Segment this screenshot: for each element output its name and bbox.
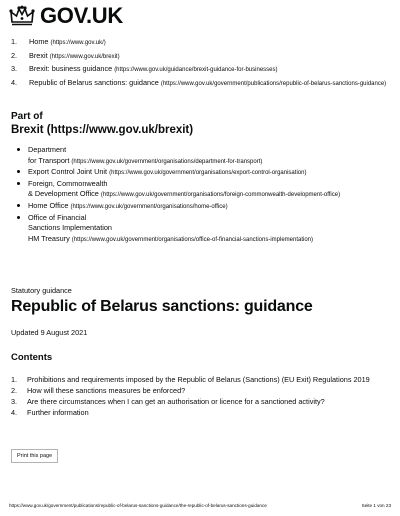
contents-item	[11, 396, 391, 407]
breadcrumb-link[interactable]: Republic of Belarus sanctions: guidance	[29, 77, 159, 87]
crown-icon	[9, 5, 35, 27]
organisation-item	[13, 167, 393, 179]
contents-number: 2.	[11, 386, 18, 395]
breadcrumb-url: (https://www.gov.uk/guidance/brexit-guidance-for-businesses)	[114, 67, 278, 73]
breadcrumb-link[interactable]: Brexit: business guidance	[29, 64, 113, 73]
document-type: Statutory guidance	[11, 286, 72, 295]
footer-url: https://www.gov.uk/government/publications/republic-of-belarus-sanctions-guidance/the-republic-of-belarus-sanctions-guidance	[9, 503, 267, 508]
contents-number: 4.	[11, 408, 18, 417]
organisation-url: (https://www.gov.uk/government/organisations/office-of-financial-sanctions-implementation)	[71, 236, 314, 243]
organisation-item	[13, 201, 393, 213]
organisation-url: (https://www.gov.uk/government/organisations/export-control-organisation)	[109, 170, 307, 177]
updated-date: Updated 9 August 2021	[11, 328, 88, 337]
organisation-item	[13, 179, 393, 201]
contents-link[interactable]: Prohibitions and requirements imposed by the Republic of Belarus (Sanctions) (EU Exit) Regulations 2019	[27, 375, 370, 384]
organisation-list	[13, 145, 393, 245]
organisation-link[interactable]: Home Office	[28, 200, 69, 210]
organisation-link[interactable]: Export Control Joint Unit	[28, 167, 108, 177]
organisation-entry	[28, 145, 393, 167]
organisation-link[interactable]: HM Treasury	[28, 233, 70, 243]
print-button[interactable]: Print this page	[11, 449, 58, 463]
part-of-link[interactable]: Brexit (https://www.gov.uk/brexit)	[11, 124, 194, 136]
breadcrumb-item	[11, 77, 391, 91]
organisation-item	[13, 145, 393, 167]
organisation-name-line[interactable]: Sanctions Implementation	[28, 223, 112, 233]
part-of-section	[11, 111, 193, 137]
contents-link[interactable]: Further information	[27, 408, 89, 417]
breadcrumb-number: 1.	[11, 37, 18, 46]
breadcrumb-entry	[29, 77, 391, 91]
breadcrumb-url: (https://www.gov.uk/government/publications/republic-of-belarus-sanctions-guidance)	[160, 80, 387, 87]
organisation-link-line	[28, 234, 393, 246]
breadcrumb	[11, 36, 391, 90]
contents-number: 1.	[11, 375, 18, 384]
footer-page-number: Seite 1 von 23	[361, 503, 391, 508]
bullet-icon	[13, 213, 28, 246]
breadcrumb-url: (https://www.gov.uk/brexit)	[49, 53, 120, 60]
breadcrumb-item	[11, 36, 391, 50]
contents-heading: Contents	[11, 352, 53, 363]
organisation-link-line	[28, 167, 393, 179]
contents-link[interactable]: How will these sanctions measures be enforced?	[27, 386, 186, 395]
part-of-label: Part of	[11, 111, 43, 122]
organisation-item	[13, 213, 393, 246]
breadcrumb-entry	[29, 36, 391, 50]
page-footer	[9, 503, 391, 509]
organisation-link[interactable]: & Development Office	[28, 189, 99, 199]
bullet-icon	[13, 179, 28, 201]
govuk-logo-text[interactable]: GOV.UK	[40, 3, 123, 28]
bullet-icon	[13, 201, 28, 213]
contents-item	[11, 407, 391, 418]
organisation-entry	[28, 213, 393, 246]
breadcrumb-link[interactable]: Brexit	[29, 50, 48, 60]
breadcrumb-url: (https://www.gov.uk/)	[50, 40, 106, 46]
breadcrumb-item	[11, 63, 391, 77]
contents-link[interactable]: Are there circumstances when I can get an authorisation or licence for a sanctioned activity?	[27, 397, 325, 406]
contents-item	[11, 374, 391, 385]
organisation-link[interactable]: for Transport	[28, 155, 70, 165]
organisation-link-line	[28, 201, 393, 213]
bullet-icon	[13, 145, 28, 167]
breadcrumb-item	[11, 50, 391, 64]
organisation-url: (https://www.gov.uk/government/organisations/foreign-commonwealth-development-office)	[100, 192, 341, 199]
site-header	[9, 4, 123, 28]
breadcrumb-number: 3.	[11, 64, 18, 73]
organisation-entry	[28, 167, 393, 179]
organisation-link-line	[28, 189, 393, 201]
contents-item	[11, 385, 391, 396]
organisation-name-line[interactable]: Office of Financial	[28, 212, 87, 222]
breadcrumb-number: 4.	[11, 77, 18, 87]
organisation-name-line[interactable]: Department	[28, 145, 67, 154]
contents-list	[11, 374, 391, 418]
contents-number: 3.	[11, 397, 18, 406]
organisation-link-line	[28, 156, 393, 168]
breadcrumb-entry	[29, 63, 391, 77]
breadcrumb-entry	[29, 50, 391, 64]
breadcrumb-link[interactable]: Home	[29, 37, 49, 46]
organisation-name-line[interactable]: Foreign, Commonwealth	[28, 178, 108, 188]
organisation-url: (https://www.gov.uk/government/organisations/department-for-transport)	[71, 158, 263, 165]
organisation-url: (https://www.gov.uk/government/organisations/home-office)	[70, 203, 228, 210]
organisation-entry	[28, 179, 393, 201]
organisation-entry	[28, 201, 393, 213]
bullet-icon	[13, 167, 28, 179]
page-title: Republic of Belarus sanctions: guidance	[11, 298, 313, 315]
breadcrumb-number: 2.	[11, 50, 18, 60]
